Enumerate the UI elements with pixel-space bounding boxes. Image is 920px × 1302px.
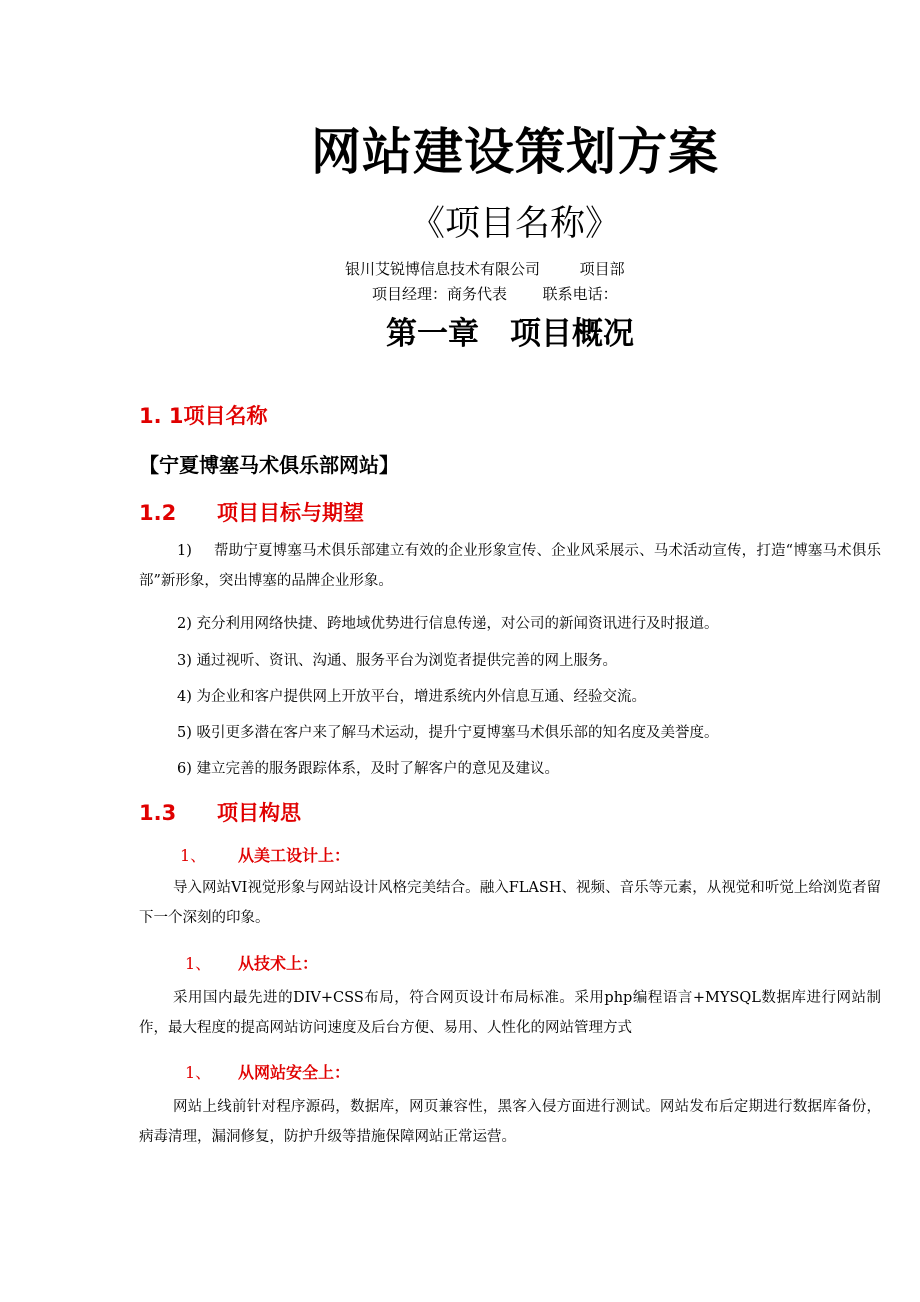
- goal-item-6: [177, 754, 559, 784]
- concept-tech-text: 采用国内最先进的DIV+CSS布局，符合网页设计布局标准。采用php编程语言+MYSQL数据库进行网站制作，最大程度的提高网站访问速度及后台方便、易用、人性化的网站管理方式: [139, 990, 881, 1036]
- concept-num: 1、: [180, 846, 207, 865]
- goal-num: 3): [177, 653, 192, 669]
- section-number: 1.2: [139, 501, 177, 525]
- section-1-1-heading: [139, 400, 268, 430]
- concept-security-heading: [185, 1060, 350, 1083]
- goal-num: 1): [177, 543, 192, 559]
- goal-text: 为企业和客户提供网上开放平台，增进系统内外信息互通、经验交流。: [196, 689, 646, 705]
- contact-line: [372, 283, 618, 304]
- goal-text: 吸引更多潜在客户来了解马术运动，提升宁夏博塞马术俱乐部的知名度及美誉度。: [196, 725, 719, 741]
- section-title: 项目构思: [217, 801, 301, 825]
- concept-num: 1、: [185, 954, 212, 973]
- concept-title: 从美工设计上：: [238, 846, 351, 865]
- section-number: 1. 1: [139, 404, 184, 428]
- goal-num: 2): [177, 616, 192, 632]
- goal-text: 通过视听、资讯、沟通、服务平台为浏览者提供完善的网上服务。: [196, 653, 617, 669]
- concept-design-heading: [180, 843, 350, 866]
- goal-item-4: [177, 682, 646, 712]
- document-title: 网站建设策划方案: [311, 123, 719, 181]
- department: 项目部: [579, 260, 625, 278]
- concept-title: 从技术上：: [238, 954, 319, 973]
- section-number: 1.3: [139, 801, 177, 825]
- manager-label: 项目经理：商务代表: [372, 285, 508, 303]
- goal-item-1: [139, 536, 881, 596]
- goal-item-3: [177, 646, 617, 676]
- company-line: [345, 258, 625, 279]
- chapter-heading: 第一章 项目概况: [386, 316, 634, 352]
- project-name: 【宁夏博塞马术俱乐部网站】: [139, 453, 399, 477]
- concept-num: 1、: [185, 1063, 212, 1082]
- goal-text: 建立完善的服务跟踪体系，及时了解客户的意见及建议。: [196, 761, 559, 777]
- section-1-3-heading: [139, 797, 301, 827]
- concept-design-text: 导入网站VI视觉形象与网站设计风格完美结合。融入FLASH、视频、音乐等元素，从视觉和听觉上给浏览者留下一个深刻的印象。: [139, 880, 881, 926]
- section-title: 项目名称: [183, 404, 268, 428]
- concept-title: 从网站安全上：: [238, 1063, 351, 1082]
- section-1-2-heading: [139, 497, 364, 527]
- goal-num: 6): [177, 761, 192, 777]
- concept-tech-heading: [185, 951, 318, 974]
- concept-security-text: 网站上线前针对程序源码，数据库，网页兼容性，黑客入侵方面进行测试。网站发布后定期进行数据库备份，病毒清理，漏洞修复，防护升级等措施保障网站正常运营。: [139, 1099, 881, 1145]
- document-subtitle: 《项目名称》: [409, 204, 620, 244]
- goal-item-2: [177, 609, 719, 639]
- goal-item-5: [177, 718, 719, 748]
- goal-text: 充分利用网络快捷、跨地域优势进行信息传递，对公司的新闻资讯进行及时报道。: [196, 616, 719, 632]
- company-name: 银川艾锐博信息技术有限公司: [345, 260, 541, 278]
- goal-num: 4): [177, 689, 192, 705]
- goal-num: 5): [177, 725, 192, 741]
- goal-text: 帮助宁夏博塞马术俱乐部建立有效的企业形象宣传、企业风采展示、马术活动宣传，打造“博塞马术俱乐部”新形象，突出博塞的品牌企业形象。: [139, 543, 881, 589]
- section-title: 项目目标与期望: [217, 501, 364, 525]
- phone-label: 联系电话：: [542, 285, 618, 303]
